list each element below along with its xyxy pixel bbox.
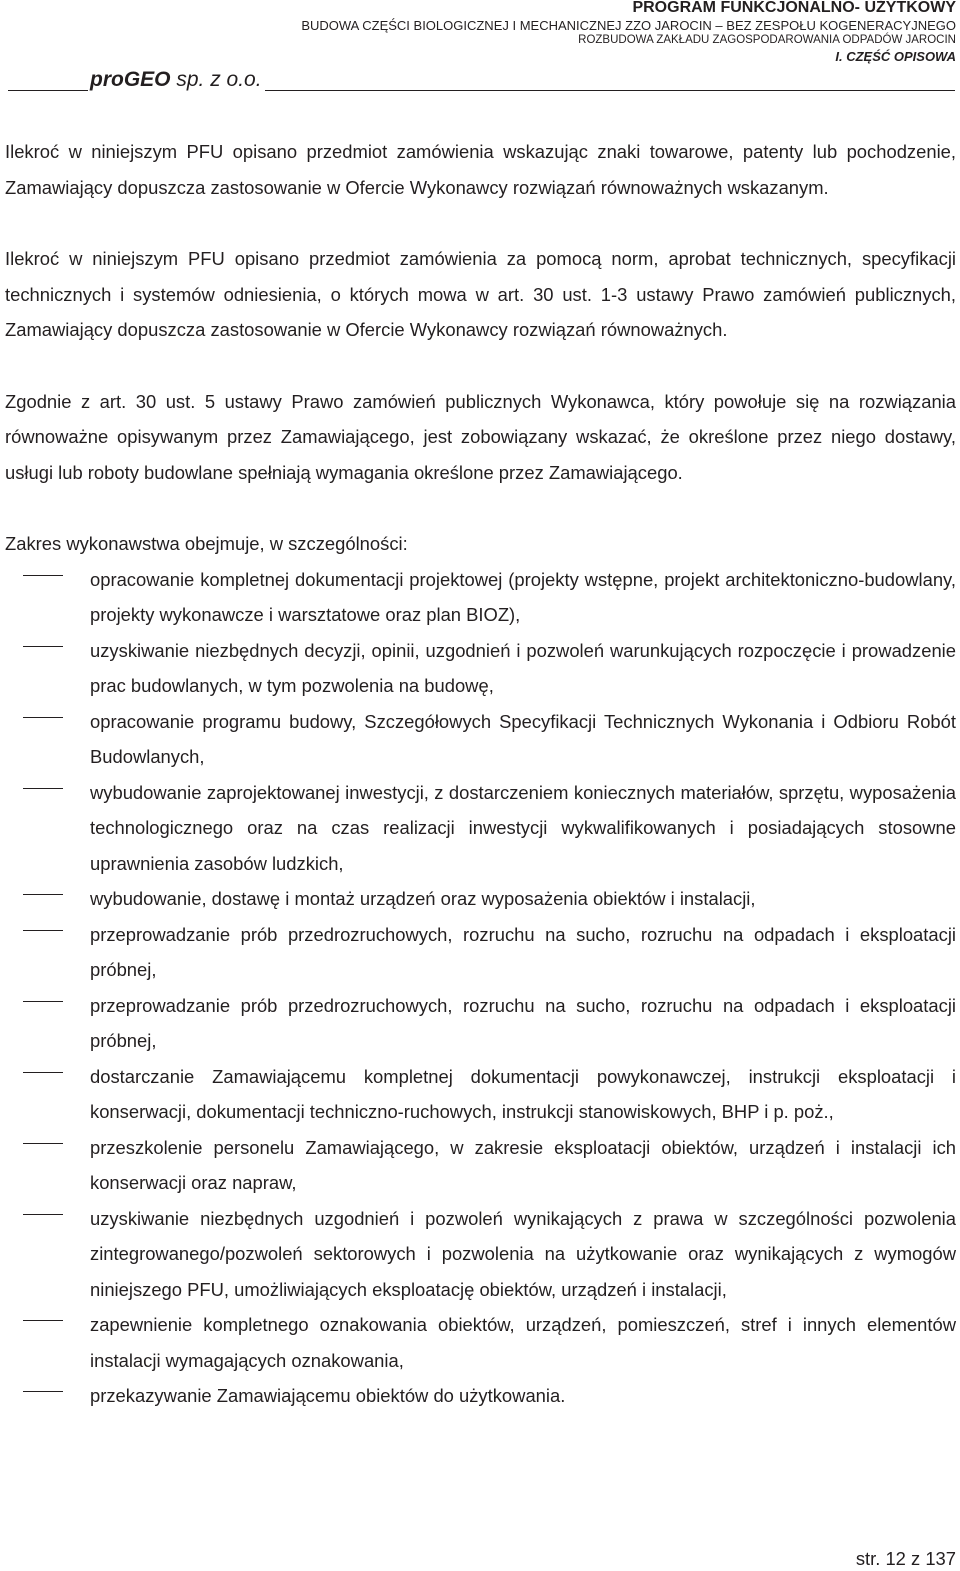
list-item — [5, 917, 956, 988]
paragraph-gap — [5, 490, 956, 526]
list-item — [5, 1378, 956, 1414]
document-subtitle-2: ROZBUDOWA ZAKŁADU ZAGOSPODAROWANIA ODPADÓW JAROCIN — [578, 34, 956, 46]
list-item-text: zapewnienie kompletnego oznakowania obiektów, urządzeń, pomieszczeń, stref i innych elementów instalacji wymagających oznakowania, — [90, 1314, 956, 1371]
list-item — [5, 988, 956, 1059]
company-name — [90, 68, 262, 92]
document-subtitle: BUDOWA CZĘŚCI BIOLOGICZNEJ I MECHANICZNEJ ZZO JAROCIN – BEZ ZESPOŁU KOGENERACYJNEGO — [301, 18, 956, 33]
paragraph-equivalence: Zgodnie z art. 30 ust. 5 ustawy Prawo zamówień publicznych Wykonawca, który powołuje się na rozwiązania równoważne opisywanym przez Zamawiającego, jest zobowiązany wskazać, że określone przez niego dostawy, usługi lub roboty budowlane spełniają wymagania określone przez Zamawiającego. — [5, 390, 956, 483]
list-item-text: uzyskiwanie niezbędnych uzgodnień i pozwoleń wynikających z prawa w szczególności pozwolenia zintegrowanego/pozwoleń sektorowych i pozwolenia na użytkowanie oraz wynikających z wymogów niniejszego PFU, umożliwiających eksploatację obiektów, urządzeń i instalacji, — [90, 1207, 956, 1300]
list-item — [5, 1201, 956, 1308]
list-item-text: przeprowadzanie prób przedrozruchowych, rozruchu na sucho, rozruchu na odpadach i eksploatacji próbnej, — [90, 923, 956, 980]
page-header — [0, 0, 960, 90]
company-brand: proGEO — [90, 68, 171, 91]
document-title: PROGRAM FUNKCJONALNO- UŻYTKOWY — [632, 0, 956, 16]
list-item-text: przekazywanie Zamawiającemu obiektów do użytkowania. — [90, 1385, 566, 1406]
list-item-text: wybudowanie zaprojektowanej inwestycji, z dostarczeniem koniecznych materiałów, sprzętu, wyposażenia technologicznego oraz na czas realizacji inwestycji wykwalifikowanych i posiadających stosowne uprawnienia zasobów ludzkich, — [90, 781, 956, 874]
paragraph-trademarks: Ilekroć w niniejszym PFU opisano przedmiot zamówienia wskazując znaki towarowe, patenty lub pochodzenie, Zamawiający dopuszcza zastosowanie w Ofercie Wykonawcy rozwiązań równoważnych wskazanym. — [5, 141, 956, 198]
list-item — [5, 1130, 956, 1201]
list-item-text: opracowanie programu budowy, Szczegółowych Specyfikacji Technicznych Wykonania i Odbioru Robót Budowlanych, — [90, 710, 956, 767]
header-rule-left — [8, 90, 88, 91]
list-item — [5, 633, 956, 704]
paragraph-gap — [5, 348, 956, 384]
list-item-text: wybudowanie, dostawę i montaż urządzeń oraz wyposażenia obiektów i instalacji, — [90, 888, 756, 909]
list-item-text: uzyskiwanie niezbędnych decyzji, opinii, uzgodnień i pozwoleń warunkujących rozpoczęcie i prowadzenie prac budowlanych, w tym pozwolenia na budowę, — [90, 639, 956, 696]
company-suffix: sp. z o.o. — [170, 68, 262, 91]
list-item — [5, 704, 956, 775]
header-titles — [301, 0, 956, 65]
list-item-text: opracowanie kompletnej dokumentacji projektowej (projekty wstępne, projekt architektoniczno-budowlany, projekty wykonawcze i warsztatowe oraz plan BIOZ), — [90, 568, 956, 625]
list-item — [5, 562, 956, 633]
list-item-text: przeprowadzanie prób przedrozruchowych, rozruchu na sucho, rozruchu na odpadach i eksploatacji próbnej, — [90, 994, 956, 1051]
list-item — [5, 1059, 956, 1130]
list-item-text: przeszkolenie personelu Zamawiającego, w zakresie eksploatacji obiektów, urządzeń i instalacji ich konserwacji oraz napraw, — [90, 1136, 956, 1193]
list-item-text: dostarczanie Zamawiającemu kompletnej dokumentacji powykonawczej, instrukcji eksploatacji i konserwacji, dokumentacji techniczno-ruchowych, instrukcji stanowiskowych, BHP i p. poż., — [90, 1065, 956, 1122]
document-part: I. CZĘŚĆ OPISOWA — [835, 49, 956, 64]
list-item — [5, 1307, 956, 1378]
page-number: str. 12 z 137 — [855, 1548, 956, 1569]
paragraph-standards: Ilekroć w niniejszym PFU opisano przedmiot zamówienia za pomocą norm, aprobat technicznych, specyfikacji technicznych i systemów odniesienia, o których mowa w art. 30 ust. 1-3 ustawy Prawo zamówień publicznych, Zamawiający dopuszcza zastosowanie w Ofercie Wykonawcy rozwiązań równoważnych. — [5, 248, 956, 340]
header-rule-right — [265, 90, 955, 91]
list-item — [5, 881, 956, 917]
scope-intro: Zakres wykonawstwa obejmuje, w szczególności: — [5, 533, 408, 554]
paragraph-gap — [5, 205, 956, 241]
list-item — [5, 775, 956, 882]
scope-list — [5, 562, 956, 1414]
document-body — [5, 134, 956, 1414]
